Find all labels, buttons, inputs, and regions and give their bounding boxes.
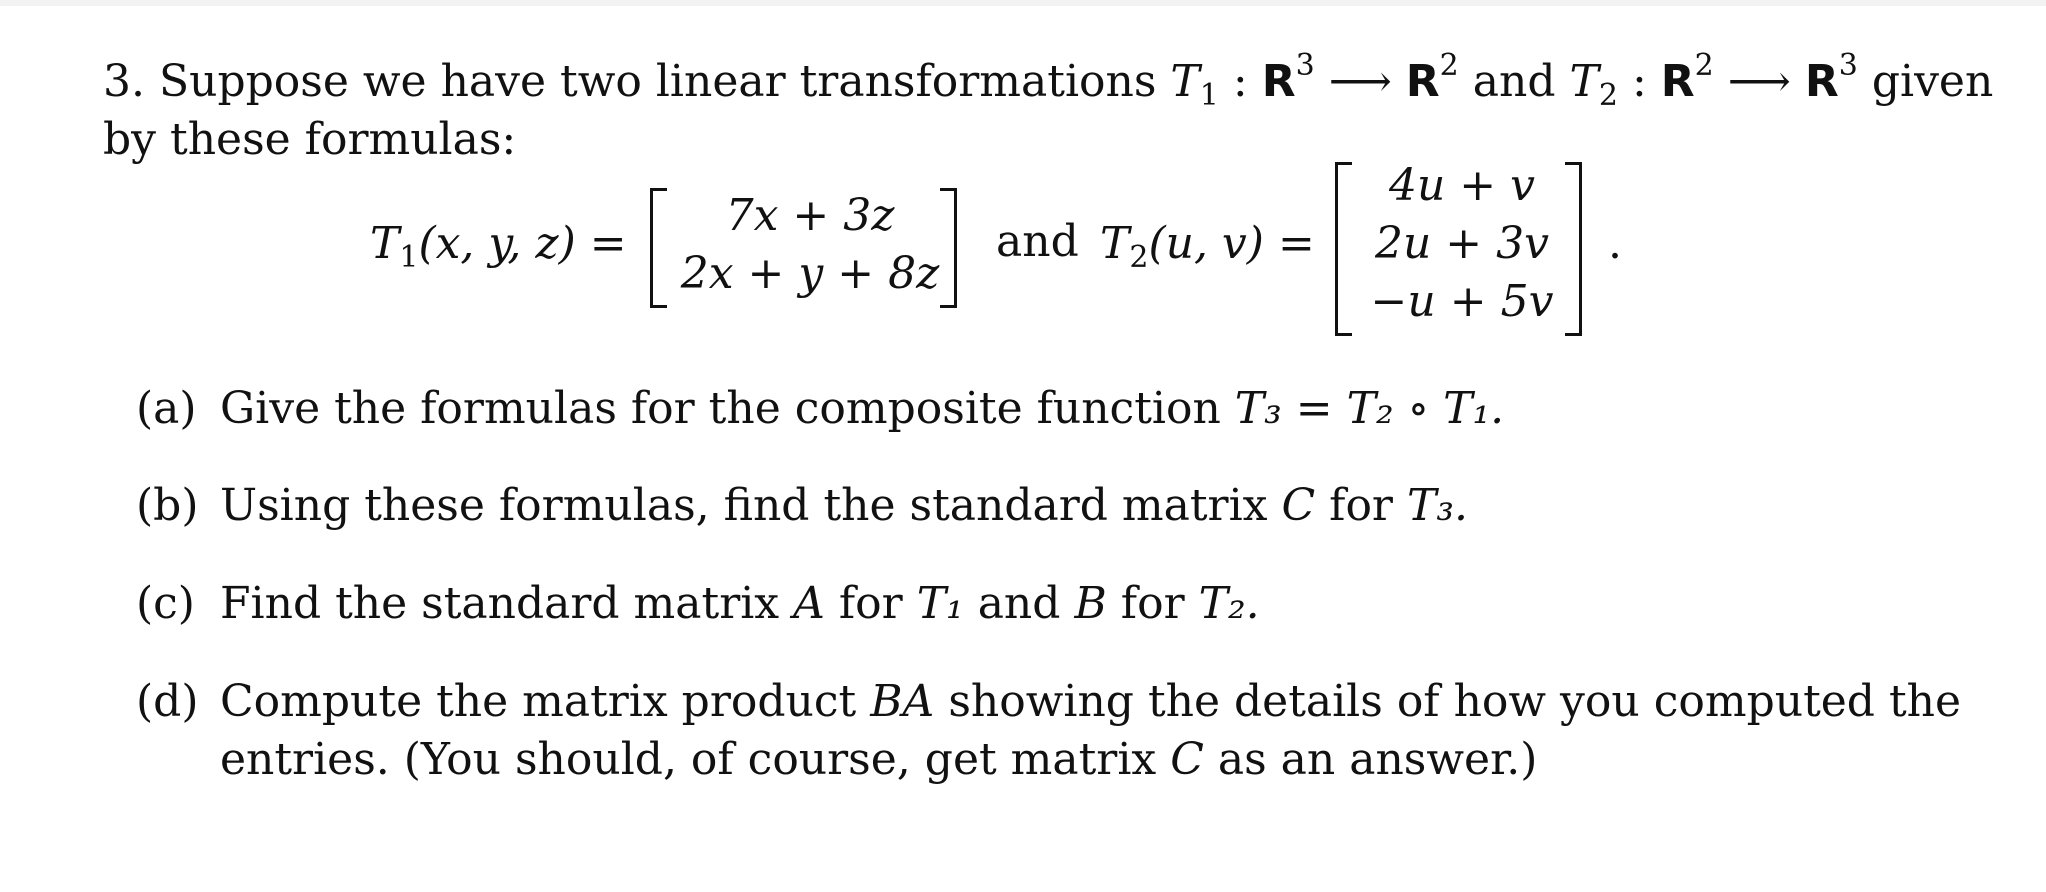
reals-symbol: R [1804, 56, 1839, 107]
t1-row-1: 7x + 3z [725, 190, 895, 241]
given-text: given [1871, 56, 1994, 107]
part-b-math: T₃. [1406, 480, 1468, 531]
part-b-for: for [1329, 480, 1393, 531]
top-border [0, 0, 2046, 6]
t2-definition-lhs [1100, 218, 1315, 275]
problem-number: 3. [103, 56, 145, 107]
equation-and: and [996, 216, 1079, 267]
part-c-t2: T₂. [1198, 578, 1260, 629]
problem-intro-line-1 [103, 48, 1994, 113]
part-d-text-line-1 [220, 676, 1961, 728]
arrow: ⟶ [1727, 56, 1791, 107]
exponent-2: 2 [1694, 48, 1714, 83]
t1-row-2: 2x + y + 8z [680, 248, 940, 299]
exponent-3: 3 [1295, 48, 1315, 83]
t1-symbol: T [1170, 56, 1200, 107]
part-d-label: (d) [136, 676, 199, 727]
arrow: ⟶ [1328, 56, 1392, 107]
t1-symbol: T [370, 218, 400, 269]
colon: : [1631, 56, 1647, 107]
reals-symbol: R [1660, 56, 1695, 107]
t2-row-3: −u + 5v [1370, 276, 1554, 327]
part-a-math: T₃ = T₂ ∘ T₁. [1234, 383, 1505, 434]
part-d-description-cont: showing the details of how you computed the [948, 676, 1962, 727]
t1-right-bracket [940, 188, 957, 308]
t1-definition-lhs [370, 218, 627, 275]
exponent-3: 3 [1838, 48, 1858, 83]
t2-symbol: T [1100, 218, 1130, 269]
part-c-and: and [977, 578, 1061, 629]
t1-subscript: 1 [399, 240, 419, 275]
part-a-label: (a) [136, 383, 197, 434]
problem-intro-line-2: by these formulas: [103, 114, 517, 165]
part-a-description: Give the formulas for the composite function [220, 383, 1221, 434]
colon: : [1232, 56, 1248, 107]
t2-subscript: 2 [1598, 78, 1618, 113]
part-a-text [220, 383, 1504, 435]
matrix-c-symbol: C [1170, 734, 1204, 785]
t2-arguments: (u, v) = [1148, 218, 1315, 269]
reals-symbol: R [1405, 56, 1440, 107]
and-text: and [1472, 56, 1556, 107]
t1-left-bracket [650, 188, 667, 308]
matrix-a-symbol: A [793, 578, 825, 629]
part-c-t1: T₁ [916, 578, 964, 629]
equation-period: . [1608, 218, 1622, 269]
matrix-c-symbol: C [1281, 480, 1316, 531]
t2-right-bracket [1565, 162, 1582, 336]
t2-left-bracket [1335, 162, 1352, 336]
product-ba-symbol: BA [870, 676, 935, 727]
part-d-line-2-text: entries. (You should, of course, get matrix [220, 734, 1157, 785]
part-d-line-2-end: as an answer.) [1217, 734, 1538, 785]
exponent-2: 2 [1439, 48, 1459, 83]
t1-subscript: 1 [1199, 78, 1219, 113]
t1-arguments: (x, y, z) = [418, 218, 627, 269]
part-b-text [220, 480, 1468, 532]
intro-text: Suppose we have two linear transformations [158, 56, 1157, 107]
part-d-description: Compute the matrix product [220, 676, 857, 727]
t2-subscript: 2 [1129, 240, 1149, 275]
part-d-text-line-2 [220, 734, 1537, 786]
part-c-for-1: for [838, 578, 903, 629]
part-c-label: (c) [136, 578, 195, 629]
part-c-description: Find the standard matrix [220, 578, 780, 629]
part-c-text [220, 578, 1260, 630]
part-b-description: Using these formulas, find the standard matrix [220, 480, 1268, 531]
reals-symbol: R [1261, 56, 1296, 107]
t2-row-1: 4u + v [1388, 160, 1536, 211]
part-b-label: (b) [136, 480, 199, 531]
part-c-for-2: for [1120, 578, 1185, 629]
matrix-b-symbol: B [1074, 578, 1107, 629]
t2-row-2: 2u + 3v [1374, 218, 1550, 269]
t2-symbol: T [1569, 56, 1599, 107]
